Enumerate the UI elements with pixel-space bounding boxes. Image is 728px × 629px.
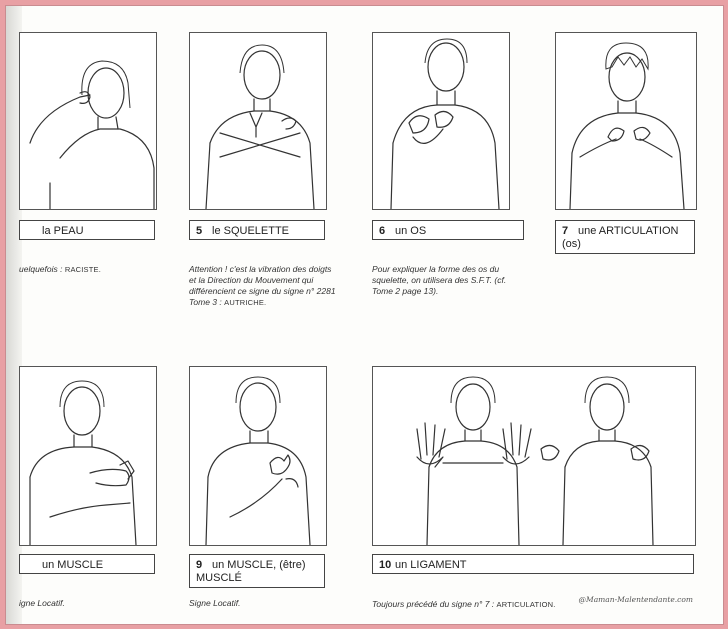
caption-text: un OS xyxy=(395,225,427,237)
caption-text: un MUSCLE xyxy=(42,559,104,571)
note-muscle: igne Locatif. xyxy=(19,598,65,608)
caption-muscle xyxy=(19,554,155,574)
caption-text: une ARTICULATION (os) xyxy=(562,225,679,250)
caption-text: le SQUELETTE xyxy=(212,225,290,237)
note-peau: uelquefois : RACISTE. xyxy=(19,264,102,274)
illustration-squelette xyxy=(189,32,327,210)
figure-squelette xyxy=(190,33,326,209)
note-ligament: Toujours précédé du signe n° 7 : ARTICULATION. xyxy=(372,599,556,609)
illustration-articulation xyxy=(555,32,697,210)
figure-articulation xyxy=(556,33,696,209)
figure-muscle xyxy=(20,367,156,545)
illustration-muscle-2 xyxy=(189,366,327,546)
caption-text: un LIGAMENT xyxy=(395,559,467,571)
watermark: @Maman-Malentendante.com xyxy=(578,595,693,604)
illustration-muscle xyxy=(19,366,157,546)
caption-articulation: 7 une ARTICULATION (os) xyxy=(555,220,695,254)
illustration-ligament xyxy=(372,366,696,546)
illustration-os xyxy=(372,32,510,210)
caption-os: 6 un OS xyxy=(372,220,524,240)
note-squelette: Attention ! c'est la vibration des doigts et la Direction du Mouvement qui différencient ce signe du signe n° 2281 Tome 3 : AUTRICHE. xyxy=(189,264,336,307)
figure-ligament xyxy=(373,367,695,545)
caption-text: la PEAU xyxy=(42,225,84,237)
caption-muscle-2: 9 un MUSCLE, (être) MUSCLÉ xyxy=(189,554,325,588)
book-page xyxy=(5,5,724,625)
illustration-peau xyxy=(19,32,157,210)
caption-peau xyxy=(19,220,155,240)
note-os: Pour expliquer la forme des os du squelette, on utilisera des S.F.T. (cf. Tome 2 page 13). xyxy=(372,264,507,296)
figure-os xyxy=(373,33,509,209)
figure-muscle-2 xyxy=(190,367,326,545)
figure-peau xyxy=(20,33,156,209)
caption-text: un MUSCLE, (être) MUSCLÉ xyxy=(196,559,306,584)
note-muscle-2: Signe Locatif. xyxy=(189,598,241,608)
caption-ligament: 10 un LIGAMENT xyxy=(372,554,694,574)
caption-squelette: 5 le SQUELETTE xyxy=(189,220,325,240)
